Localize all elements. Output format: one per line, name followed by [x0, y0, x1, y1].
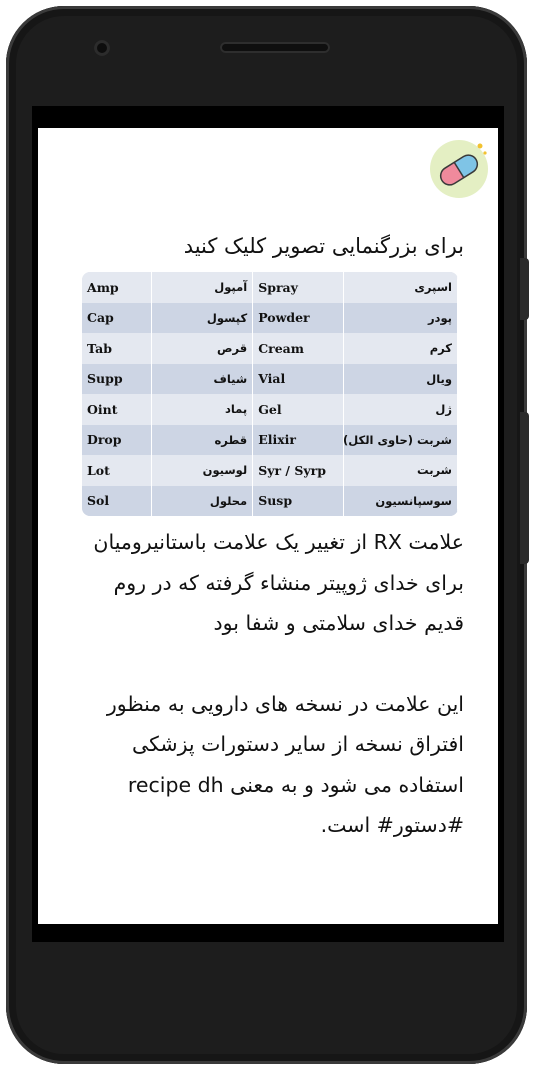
table-row [82, 303, 458, 334]
persian-cell: آمپول [152, 272, 253, 303]
table-row [82, 333, 458, 364]
zoom-caption[interactable]: برای بزرگنمایی تصویر کلیک کنید [183, 234, 464, 258]
table-row [82, 394, 458, 425]
persian-cell: قرص [152, 333, 253, 364]
earpiece-speaker [220, 42, 330, 53]
persian-cell: ویال [343, 364, 457, 395]
abbr-cell: Spray [253, 272, 344, 303]
abbr-cell: Amp [82, 272, 152, 303]
abbr-cell: Drop [82, 425, 152, 456]
abbr-cell: Vial [253, 364, 344, 395]
pill-capsule-icon[interactable] [430, 140, 488, 198]
persian-cell: سوسپانسیون [343, 486, 457, 517]
persian-cell: ژل [343, 394, 457, 425]
paragraph-rx-origin: علامت RX از تغییر یک علامت باستانیرومیان برای خدای ژوپیتر منشاء گرفته که در روم قدیم خدای سلامتی و شفا بود [93, 530, 464, 635]
table-row [82, 364, 458, 395]
abbreviation-table-image[interactable] [82, 272, 458, 516]
persian-cell: شربت [343, 455, 457, 486]
paragraph-rx-meaning: این علامت در نسخه های دارویی به منظور افتراق نسخه از سایر دستورات پزشکی استفاده می شود و به معنی recipe dh #دستور# است. [106, 691, 464, 837]
article-body [84, 522, 464, 846]
abbr-cell: Supp [82, 364, 152, 395]
app-content [38, 128, 498, 924]
front-camera [94, 40, 110, 56]
persian-cell: پماد [152, 394, 253, 425]
persian-cell: محلول [152, 486, 253, 517]
abbr-cell: Susp [253, 486, 344, 517]
table-row [82, 455, 458, 486]
table-row [82, 425, 458, 456]
persian-cell: شیاف [152, 364, 253, 395]
abbr-cell: Cap [82, 303, 152, 334]
table-row [82, 486, 458, 517]
table-row [82, 272, 458, 303]
abbr-cell: Tab [82, 333, 152, 364]
power-button [520, 258, 529, 320]
persian-cell: شربت (حاوی الکل) [343, 425, 457, 456]
abbr-cell: Gel [253, 394, 344, 425]
abbr-cell: Cream [253, 333, 344, 364]
persian-cell: کپسول [152, 303, 253, 334]
abbr-cell: Sol [82, 486, 152, 517]
abbr-cell: Lot [82, 455, 152, 486]
persian-cell: قطره [152, 425, 253, 456]
persian-cell: کرم [343, 333, 457, 364]
abbr-cell: Oint [82, 394, 152, 425]
abbr-cell: Syr / Syrp [253, 455, 344, 486]
volume-button [520, 412, 529, 564]
abbr-cell: Elixir [253, 425, 344, 456]
screen [32, 106, 504, 926]
persian-cell: لوسیون [152, 455, 253, 486]
persian-cell: اسپری [343, 272, 457, 303]
abbr-cell: Powder [253, 303, 344, 334]
navigation-bar [32, 926, 504, 942]
persian-cell: پودر [343, 303, 457, 334]
